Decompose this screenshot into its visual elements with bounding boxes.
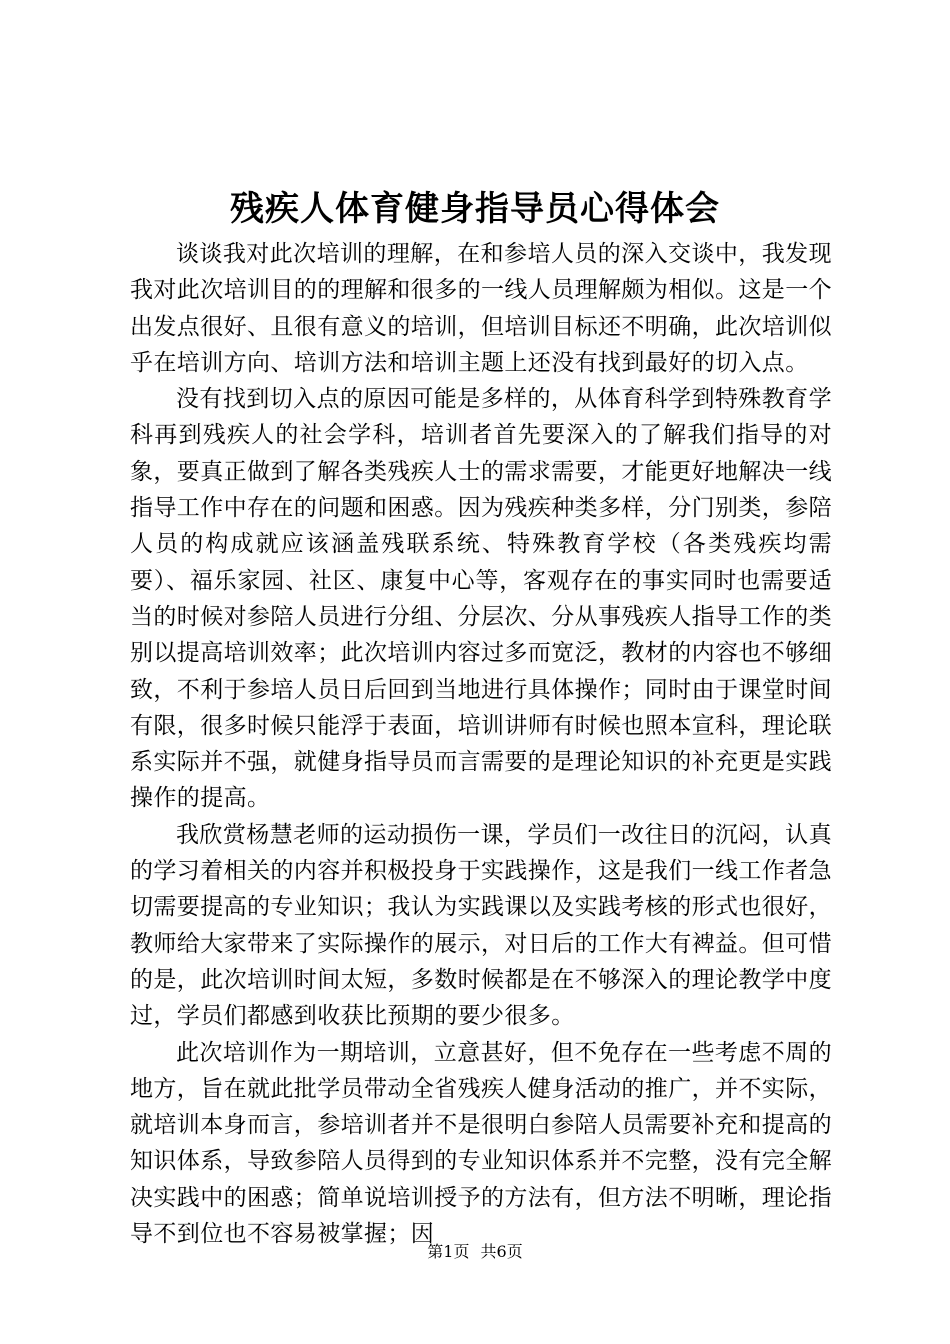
paragraph-3: 我欣赏杨慧老师的运动损伤一课，学员们一改往日的沉闷，认真的学习着相关的内容并积极投身于实践操作，这是我们一线工作者急切需要提高的专业知识；我认为实践课以及实践考核的形式也很好，教师给大家带来了实际操作的展示，对日后的工作大有裨益。但可惜的是，此次培训时间太短，多数时候都是在不够深入的理论教学中度过，学员们都感到收获比预期的要少很多。 — [130, 821, 832, 1030]
paragraph-2: 没有找到切入点的原因可能是多样的，从体育科学到特殊教育学科再到残疾人的社会学科，培训者首先要深入的了解我们指导的对象，要真正做到了解各类残疾人士的需求需要，才能更好地解决一线指导工作中存在的问题和困惑。因为残疾种类多样，分门别类，参陪人员的构成就应该涵盖残联系统、特殊教育学校（各类残疾均需要）、福乐家园、社区、康复中心等，客观存在的事实同时也需要适当的时候对参陪人员进行分组、分层次、分从事残疾人指导工作的类别以提高培训效率；此次培训内容过多而宽泛，教材的内容也不够细致，不利于参培人员日后回到当地进行具体操作；同时由于课堂时间有限，很多时候只能浮于表面，培训讲师有时候也照本宣科，理论联系实际并不强，就健身指导员而言需要的是理论知识的补充更是实践操作的提高。 — [130, 386, 832, 812]
paragraph-4: 此次培训作为一期培训，立意甚好，但不免存在一些考虑不周的地方，旨在就此批学员带动全省残疾人健身活动的推广，并不实际，就培训本身而言，参培训者并不是很明白参陪人员需要补充和提高的知识体系，导致参陪人员得到的专业知识体系并不完整，没有完全解决实践中的困惑；简单说培训授予的方法有，但方法不明晰，理论指导不到位也不容易被掌握；因 — [130, 1039, 832, 1248]
page-footer — [0, 1240, 950, 1264]
page-total: 共6页 — [480, 1242, 523, 1261]
document-body — [130, 236, 832, 1252]
paragraph-1: 谈谈我对此次培训的理解，在和参培人员的深入交谈中，我发现我对此次培训目的的理解和很多的一线人员理解颇为相似。这是一个出发点很好、且很有意义的培训，但培训目标还不明确，此次培训似乎在培训方向、培训方法和培训主题上还没有找到最好的切入点。 — [130, 241, 832, 376]
document-title: 残疾人体育健身指导员心得体会 — [230, 189, 720, 229]
page-number: 第1页 — [427, 1242, 470, 1261]
